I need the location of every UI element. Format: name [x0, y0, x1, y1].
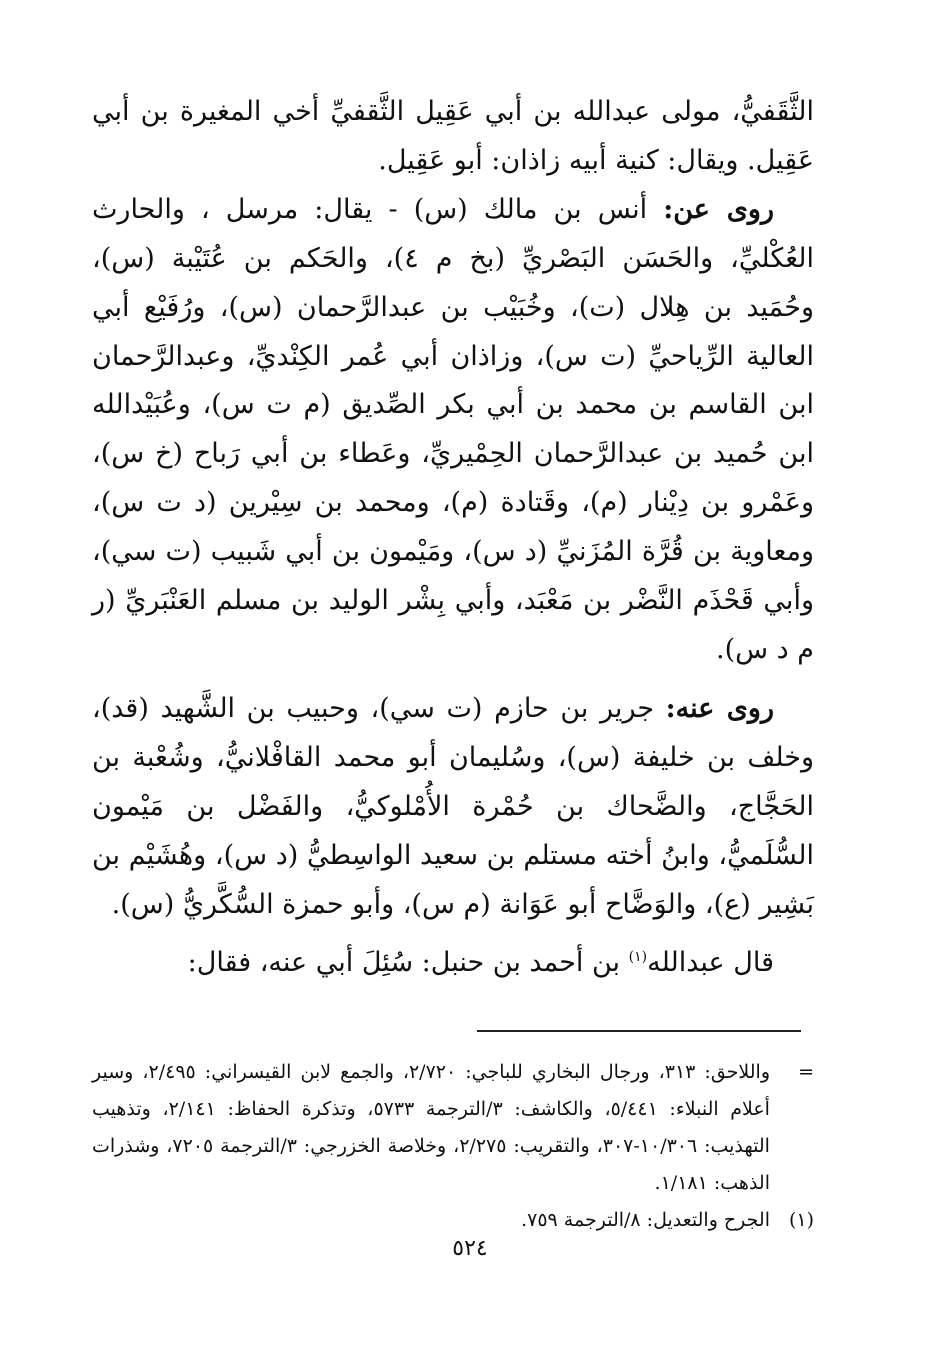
paragraph-quote	[92, 939, 814, 988]
footnote-continuation	[92, 1054, 814, 1202]
main-text-block	[92, 88, 814, 988]
footnotes-block	[92, 1054, 814, 1239]
continuation-text: واللاحق: ٣١٣، ورجال البخاري للباجي: ٢/٧٢٠، والجمع لابن القيسراني: ٢/٤٩٥، وسير أعلام النبلاء: ٥/٤٤١، والكاشف: ٣/الترجمة ٥٧٣٣، وتذكرة الحفاظ: ٢/١٤١، وتذهيب التهذيب: ١٠/٣٠٦-٣٠٧، والتقريب: ٢/٢٧٥، وخلاصة الخزرجي: ٣/الترجمة ٧٢٠٥، وشذرات الذهب: ١/١٨١.	[92, 1061, 771, 1194]
continuation-mark: =	[798, 1061, 814, 1083]
quote-text-end: بن أحمد بن حنبل: سُئِلَ أبي عنه، فقال:	[187, 947, 629, 979]
footnote-1-text: الجرح والتعديل: ٨/الترجمة ٧٥٩.	[521, 1209, 770, 1231]
quote-text-start: قال عبدالله	[647, 947, 774, 979]
footnote-1-mark: (١)	[788, 1209, 814, 1231]
narrated-from-heading: روى عن:	[663, 193, 774, 225]
paragraph-narrated-by	[92, 685, 814, 930]
footnote-separator	[477, 1030, 801, 1032]
footnote-1	[92, 1202, 814, 1239]
page-number: ٥٢٤	[452, 1236, 488, 1261]
footnote-reference: (١)	[628, 949, 648, 966]
narrated-from-text: أنس بن مالك (س) - يقال: مرسل ، والحارث العُكْليِّ، والحَسَن البَصْريِّ (بخ م ٤)، والحَكم بن عُتَيْبة (س)، وحُمَيد بن هِلال (ت)، وخُبَيْب بن عبدالرَّحمان (س)، ورُفَيْع أبي العالية الرِّياحيِّ (ت س)، وزاذان أبي عُمر الكِنْديِّ، وعبدالرَّحمان ابن القاسم بن محمد بن أبي بكر الصِّديق (م ت س)، وعُبَيْدالله ابن حُميد بن عبدالرَّحمان الحِمْيريِّ، وعَطاء بن أبي رَباح (خ س)، وعَمْرو بن دِيْنار (م)، وقَتادة (م)، ومحمد بن سِيْرين (د ت س)، ومعاوية بن قُرَّة المُزَنيِّ (د س)، ومَيْمون بن أبي شَبيب (ت سي)، وأبي قَحْذَم النَّضْر بن مَعْبَد، وأبي بِشْر الوليد بن مسلم العَنْبَريِّ (ر م د س).	[92, 193, 814, 665]
narrated-by-heading: روى عنه:	[665, 692, 774, 724]
narrated-by-text: جرير بن حازم (ت سي)، وحبيب بن الشَّهيد (قد)، وخلف بن خليفة (س)، وسُليمان أبو محمد القافْلانيُّ، وشُعْبة بن الحَجَّاج، والضَّحاك بن حُمْرة الأُمْلوكيُّ، والفَضْل بن مَيْمون السُّلَميُّ، وابنُ أخته مستلم بن سعيد الواسِطيُّ (د س)، وهُشَيْم بن بَشِير (ع)، والوَضَّاح أبو عَوَانة (م س)، وأبو حمزة السُّكَّريُّ (س).	[92, 692, 814, 920]
paragraph-narrated-from	[92, 186, 814, 675]
paragraph-continuation: الثَّقَفيُّ، مولى عبدالله بن أبي عَقِيل الثَّقفيِّ أخي المغيرة بن أبي عَقِيل. ويقال: كنية أبيه زاذان: أبو عَقِيل.	[92, 96, 814, 176]
